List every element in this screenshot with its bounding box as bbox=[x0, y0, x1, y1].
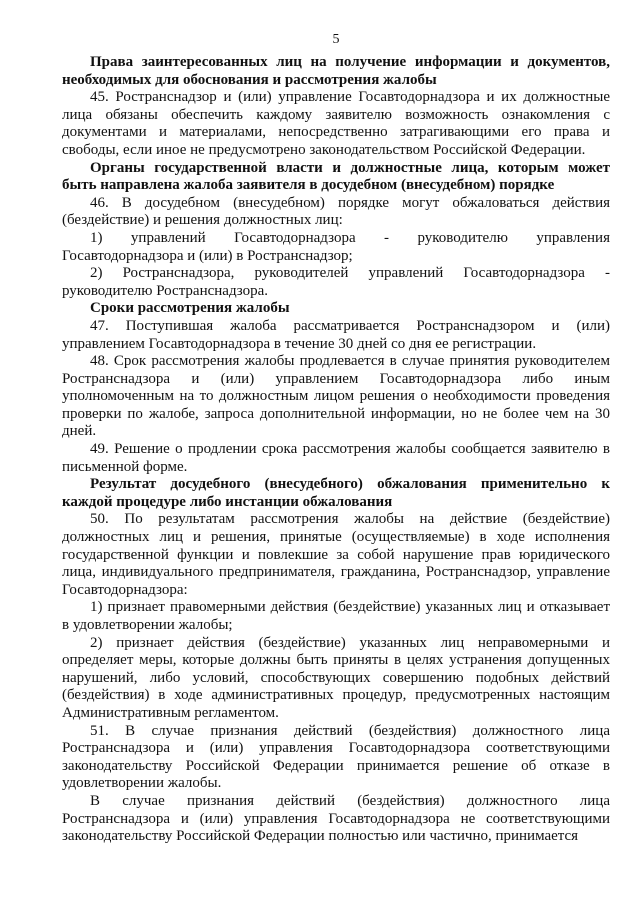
text-line: 50. По результатам рассмотрения жалобы на действие (бездействие) bbox=[90, 511, 610, 528]
text-line: Ространснадзора и (или) управления Госавтодорнадзора не соответствующими bbox=[62, 810, 610, 827]
text-line: 48. Срок рассмотрения жалобы продлевается в случае принятия руководителем bbox=[90, 353, 610, 370]
text-line: документами и материалами, непосредственно затрагивающими его права и bbox=[62, 124, 610, 141]
text-line: законодательству Российской Федерации полностью или частично, принимается bbox=[62, 828, 579, 845]
text-line: 47. Поступившая жалоба рассматривается Ространснадзором и (или) bbox=[90, 317, 610, 334]
text-line: 49. Решение о продлении срока рассмотрения жалобы сообщается заявителю в bbox=[90, 441, 610, 458]
text-line: Госавтодорнадзора: bbox=[62, 581, 188, 598]
text-line: лица, индивидуального предпринимателя, гражданина, Ространснадзор, управление bbox=[62, 564, 610, 581]
text-line: 51. В случае признания действий (бездействия) должностного лица bbox=[90, 722, 610, 739]
heading-line: необходимых для обоснования и рассмотрения жалобы bbox=[62, 71, 437, 88]
heading-line: Права заинтересованных лиц на получение информации и документов, bbox=[90, 54, 610, 70]
heading-line: быть направлена жалоба заявителя в досудебном (внесудебном) порядке bbox=[62, 177, 555, 194]
text-line: 2) Ространснадзора, руководителей управлений Госавтодорнадзора - bbox=[90, 265, 610, 282]
heading-line: Результат досудебного (внесудебного) обжалования применительно к bbox=[90, 476, 610, 493]
text-line: Госавтодорнадзора и (или) в Ространснадзор; bbox=[62, 247, 353, 264]
text-line: 1) управлений Госавтодорнадзора - руководителю управления bbox=[90, 229, 610, 246]
text-line: проверки по жалобе, запроса дополнительной информации, но не более чем на 30 bbox=[62, 405, 610, 422]
section-heading bbox=[62, 300, 610, 318]
text-line: государственной функции и повлекшие за собой нарушение прав юридического bbox=[62, 546, 610, 563]
text-line: Ространснадзора и (или) управлением Госавтодорнадзора либо иным bbox=[62, 370, 610, 387]
text-line: Ространснадзора и (или) управления Госавтодорнадзора соответствующими bbox=[62, 740, 610, 757]
paragraph bbox=[62, 353, 610, 441]
text-line: уполномоченным на то должностным лицом решения о необходимости проведения bbox=[62, 388, 610, 405]
paragraph bbox=[62, 230, 610, 265]
text-line: законодательству Российской Федерации принимается решение об отказе в bbox=[62, 757, 610, 774]
page-number: 5 bbox=[332, 32, 340, 47]
text-line: свободы, если иное не предусмотрено законодательством Российской Федерации. bbox=[62, 141, 586, 158]
text-line: определяет меры, которые должны быть приняты в целях устранения допущенных bbox=[62, 652, 610, 669]
text-line: нарушений, либо условий, способствующих совершению подобных действий bbox=[62, 669, 610, 686]
text-line: 46. В досудебном (внесудебном) порядке могут обжаловаться действия bbox=[90, 194, 610, 211]
paragraph bbox=[62, 89, 610, 159]
text-line: должностных лиц и решения, принятые (осуществляемые) в ходе исполнения bbox=[62, 529, 610, 546]
section-heading bbox=[62, 54, 610, 89]
paragraph bbox=[62, 635, 610, 723]
paragraph bbox=[62, 441, 610, 476]
text-line: Административным регламентом. bbox=[62, 704, 279, 721]
text-line: (бездействие) и решения должностных лиц: bbox=[62, 212, 343, 229]
paragraph bbox=[62, 511, 610, 599]
text-line: в удовлетворении жалобы; bbox=[62, 617, 233, 633]
text-line: 1) признает правомерными действия (бездействие) указанных лиц и отказывает bbox=[90, 599, 610, 616]
section-heading bbox=[62, 476, 610, 511]
text-line: письменной форме. bbox=[62, 458, 188, 475]
text-line: (бездействия) в ходе административных процедур, предусмотренных настоящим bbox=[62, 687, 610, 704]
text-line: дней. bbox=[62, 423, 97, 440]
text-line: руководителю Ространснадзора. bbox=[62, 282, 269, 299]
heading-line: Органы государственной власти и должностные лица, которым может bbox=[90, 159, 610, 176]
text-line: управлением Госавтодорнадзора в течение 30 дней со дня ее регистрации. bbox=[62, 335, 537, 352]
text-line: 2) признает действия (бездействие) указанных лиц неправомерными и bbox=[90, 634, 610, 651]
paragraph bbox=[62, 265, 610, 300]
paragraph bbox=[62, 195, 610, 230]
section-heading bbox=[62, 160, 610, 195]
text-line: лица обязаны обеспечить каждому заявителю возможность ознакомления с bbox=[62, 106, 610, 123]
paragraph bbox=[62, 723, 610, 793]
text-line: удовлетворении жалобы. bbox=[62, 775, 222, 792]
text-line: 45. Ространснадзор и (или) управление Госавтодорнадзора и их должностные bbox=[90, 89, 610, 106]
paragraph bbox=[62, 318, 610, 353]
document-body bbox=[62, 54, 610, 846]
heading-line: Сроки рассмотрения жалобы bbox=[90, 300, 290, 317]
paragraph bbox=[62, 793, 610, 846]
text-line: В случае признания действий (бездействия) должностного лица bbox=[90, 792, 610, 809]
paragraph bbox=[62, 599, 610, 634]
heading-line: каждой процедуре либо инстанции обжалования bbox=[62, 493, 393, 510]
